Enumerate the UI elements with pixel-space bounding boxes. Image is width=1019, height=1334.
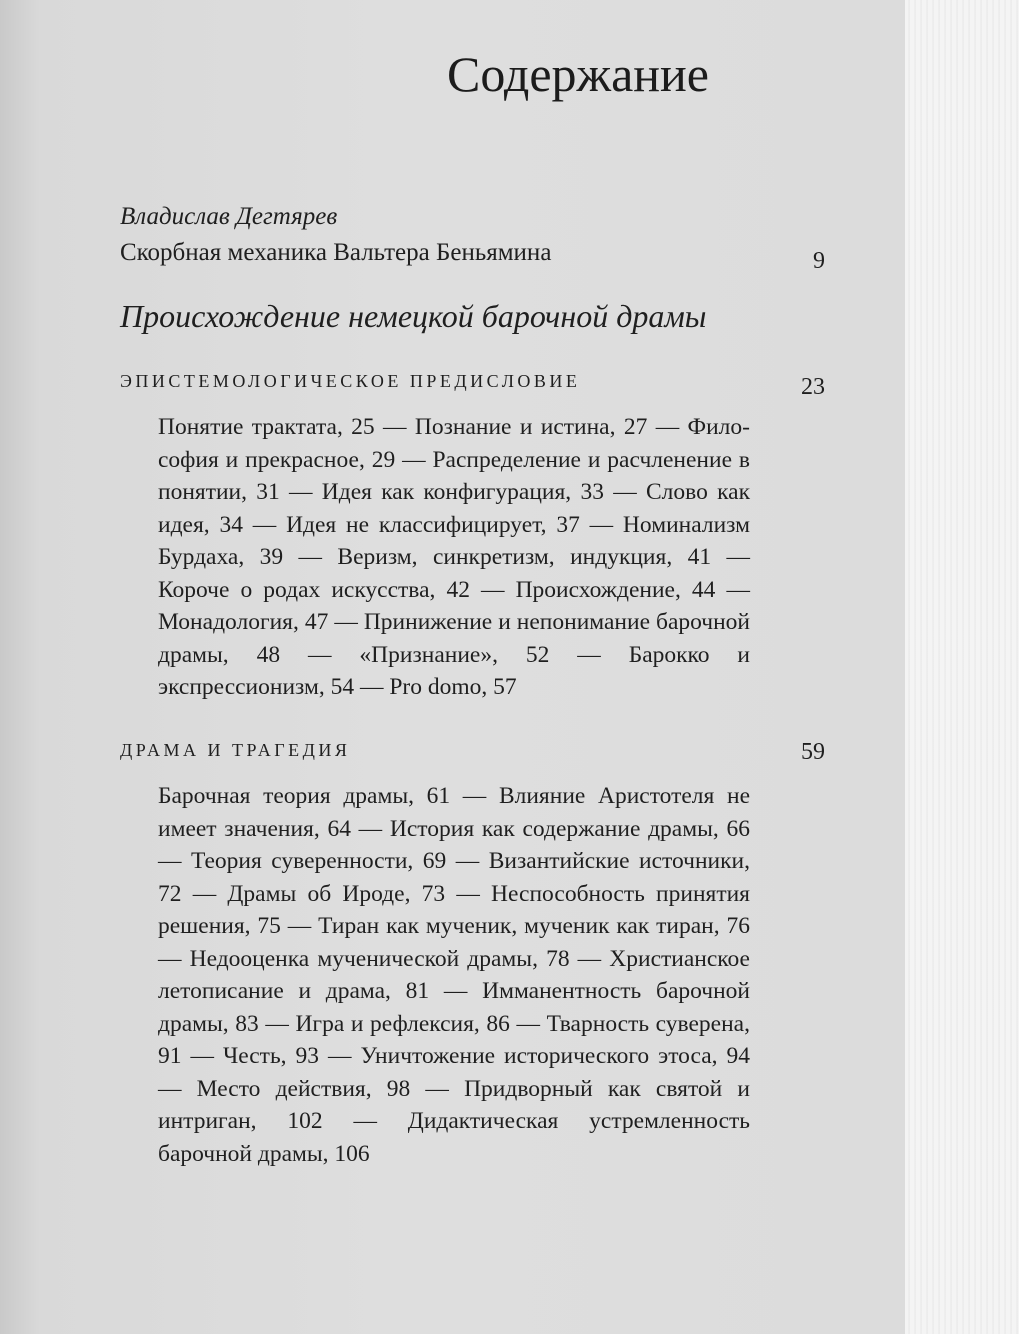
intro-title: Скорбная механика Вальтера Беньямина bbox=[120, 239, 552, 266]
chapter-page-number-drama-and-tragedy: 59 bbox=[801, 739, 825, 765]
intro-page-number: 9 bbox=[813, 248, 825, 274]
chapter-contents-drama-and-tragedy: Барочная теория драмы, 61 — Влияние Аристотеля не имеет значения, 64 — История как содержание драмы, 66 — Теория суверенности, 69 — Византийские источники, 72 — Драмы об Ироде, 73 — Неспособность принятия решения, 75 — Тиран как мученик, мученик как тиран, 76 — Недооценка мученической драмы, 78 — Христианское летописание и драма, 81 — Имманентность барочной драмы, 83 — Игра и рефлексия, 86 — Тварность суверена, 91 — Честь, 93 — Уничтожение исторического этоса, 94 — Место действия, 98 — Придворный как святой и интриган, 102 — Дидактическая устремленность барочной драмы, 106 bbox=[158, 783, 750, 1167]
chapter-page-number-epistemological-preface: 23 bbox=[801, 374, 825, 400]
page-edges bbox=[905, 0, 1019, 1334]
part-title: Происхождение немецкой барочной драмы bbox=[120, 298, 707, 334]
chapter-title-drama-and-tragedy: ДРАМА И ТРАГЕДИЯ bbox=[120, 740, 351, 760]
page-title: Содержание bbox=[447, 46, 709, 102]
chapter-contents-epistemological-preface: Понятие трактата, 25 — Познание и истина, 27 — Философия и прекрасное, 29 — Распределение и расчленение в понятии, 31 — Идея как конфигурация, 33 — Слово как идея, 34 — Идея не классифицирует, 37 — Номинализм Бурдаха, 39 — Веризм, синкретизм, индукция, 41 — Короче о родах искусства, 42 — Происхождение, 44 — Монадология, 47 — Принижение и непонимание барочной драмы, 48 — «Признание», 52 — Барокко и экспрессионизм, 54 — Pro domo, 57 bbox=[158, 414, 750, 700]
intro-author: Владислав Дегтярев bbox=[120, 203, 338, 230]
chapter-title-epistemological-preface: ЭПИСТЕМОЛОГИЧЕСКОЕ ПРЕДИСЛОВИЕ bbox=[120, 371, 581, 391]
